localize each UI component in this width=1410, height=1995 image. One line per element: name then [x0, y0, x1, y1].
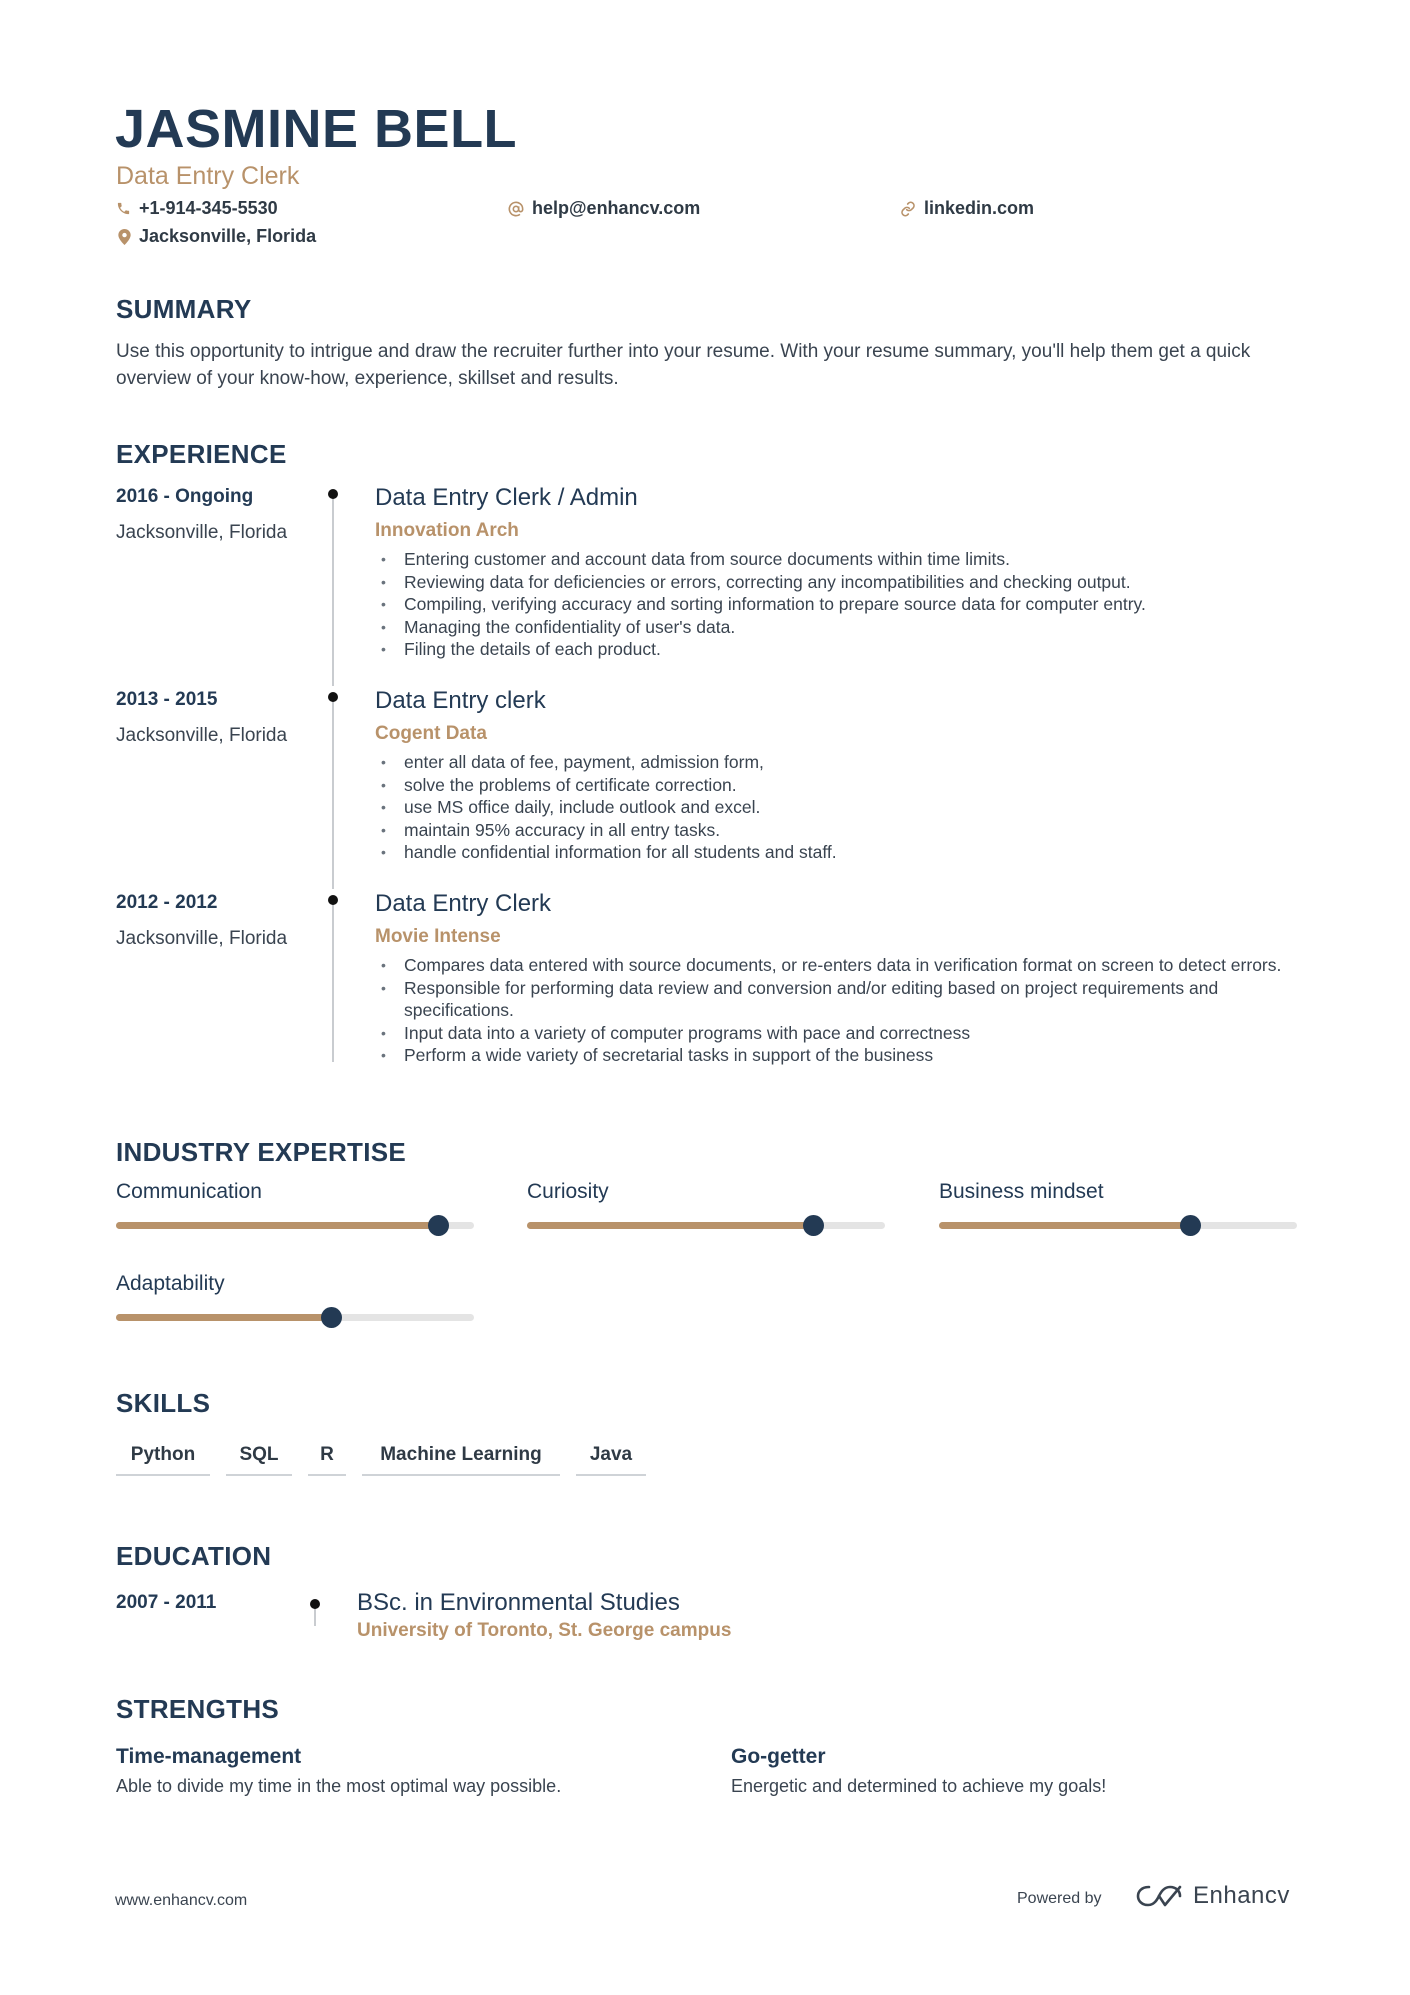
- experience-bullets: [375, 548, 1295, 661]
- experience-role: Data Entry Clerk: [375, 890, 552, 917]
- powered-by-label: Powered by: [1017, 1890, 1102, 1907]
- strength-description: Energetic and determined to achieve my goals!: [731, 1776, 1107, 1796]
- expertise-label: Communication: [116, 1180, 262, 1203]
- expertise-bar-fill: [116, 1314, 331, 1321]
- footer-url[interactable]: www.enhancv.com: [115, 1892, 248, 1909]
- skill-tag: R: [308, 1438, 346, 1476]
- experience-location: Jacksonville, Florida: [116, 522, 288, 543]
- summary-heading: SUMMARY: [116, 294, 252, 324]
- education-dates: 2007 - 2011: [116, 1592, 217, 1613]
- expertise-label: Business mindset: [939, 1180, 1104, 1203]
- bullet-item: • Compares data entered with source documents, or re-enters data in verification format on screen to detect errors.: [375, 954, 1295, 977]
- bullet-item: • Perform a wide variety of secretarial tasks in support of the business: [375, 1044, 1295, 1067]
- expertise-bar-fill: [116, 1222, 438, 1229]
- experience-heading: EXPERIENCE: [116, 439, 287, 469]
- bullet-item: • Responsible for performing data review and conversion and/or editing based on project requirements and specifications.: [375, 977, 1295, 1022]
- contact-location: [118, 226, 316, 247]
- expertise-bar: [116, 1314, 474, 1321]
- contact-phone[interactable]: [116, 198, 278, 219]
- strength-title: Go-getter: [731, 1745, 826, 1768]
- education-school: University of Toronto, St. George campus: [357, 1620, 732, 1641]
- bullet-item: • Input data into a variety of computer programs with pace and correctness: [375, 1022, 1295, 1045]
- timeline-line: [332, 900, 334, 1062]
- timeline-dot: [328, 489, 338, 499]
- expertise-heading: INDUSTRY EXPERTISE: [116, 1137, 407, 1167]
- skills-heading: SKILLS: [116, 1388, 211, 1418]
- enhancv-logo[interactable]: [1135, 1882, 1290, 1910]
- experience-company: Movie Intense: [375, 926, 501, 947]
- experience-bullets: [375, 954, 1295, 1067]
- candidate-title: Data Entry Clerk: [116, 162, 300, 190]
- link-icon: [900, 201, 916, 217]
- skill-tag: SQL: [226, 1438, 292, 1476]
- skill-tag: Python: [116, 1438, 210, 1476]
- contact-email[interactable]: [508, 198, 700, 219]
- contact-linkedin[interactable]: [900, 198, 1034, 219]
- timeline-dot: [328, 692, 338, 702]
- expertise-bar: [939, 1222, 1297, 1229]
- expertise-bar-fill: [939, 1222, 1190, 1229]
- expertise-label: Curiosity: [527, 1180, 609, 1203]
- expertise-bar-knob: [321, 1307, 342, 1328]
- bullet-item: • use MS office daily, include outlook and excel.: [375, 796, 1295, 819]
- timeline-line: [332, 697, 334, 889]
- expertise-label: Adaptability: [116, 1272, 225, 1295]
- location-text: Jacksonville, Florida: [139, 226, 317, 246]
- expertise-bar: [116, 1222, 474, 1229]
- education-degree: BSc. in Environmental Studies: [357, 1589, 680, 1616]
- strength-title: Time-management: [116, 1745, 302, 1768]
- experience-dates: 2012 - 2012: [116, 892, 218, 913]
- expertise-bar-knob: [428, 1215, 449, 1236]
- timeline-dot: [310, 1599, 320, 1609]
- experience-company: Cogent Data: [375, 723, 487, 744]
- bullet-item: • Entering customer and account data from source documents within time limits.: [375, 548, 1295, 571]
- timeline-line: [332, 494, 334, 686]
- strength-description: Able to divide my time in the most optimal way possible.: [116, 1776, 562, 1796]
- expertise-bar: [527, 1222, 885, 1229]
- experience-dates: 2013 - 2015: [116, 689, 218, 710]
- experience-role: Data Entry clerk: [375, 687, 546, 714]
- email-text: help@enhancv.com: [532, 198, 701, 218]
- phone-text: +1-914-345-5530: [139, 198, 278, 218]
- experience-dates: 2016 - Ongoing: [116, 486, 254, 507]
- experience-location: Jacksonville, Florida: [116, 928, 288, 949]
- skill-tag: Java: [576, 1438, 646, 1476]
- bullet-item: • solve the problems of certificate correction.: [375, 774, 1295, 797]
- enhancv-logo-icon: [1135, 1883, 1183, 1909]
- phone-icon: [116, 201, 131, 216]
- enhancv-brand-name: Enhancv: [1193, 1882, 1290, 1909]
- bullet-item: • maintain 95% accuracy in all entry tasks.: [375, 819, 1295, 842]
- experience-company: Innovation Arch: [375, 520, 519, 541]
- bullet-item: • enter all data of fee, payment, admission form,: [375, 751, 1295, 774]
- timeline-dot: [328, 895, 338, 905]
- linkedin-text: linkedin.com: [924, 198, 1035, 218]
- strengths-heading: STRENGTHS: [116, 1694, 280, 1724]
- bullet-item: • Reviewing data for deficiencies or errors, correcting any incompatibilities and checking output.: [375, 571, 1295, 594]
- expertise-bar-fill: [527, 1222, 813, 1229]
- expertise-bar-knob: [1180, 1215, 1201, 1236]
- bullet-item: • handle confidential information for all students and staff.: [375, 841, 1295, 864]
- experience-location: Jacksonville, Florida: [116, 725, 288, 746]
- summary-text: Use this opportunity to intrigue and draw the recruiter further into your resume. With your resume summary, you'll help them get a quick overview of your know-how, experience, skillset and results.: [116, 341, 1251, 389]
- at-sign-icon: [508, 201, 524, 217]
- education-heading: EDUCATION: [116, 1541, 272, 1571]
- skill-tag: Machine Learning: [362, 1438, 560, 1476]
- bullet-item: • Managing the confidentiality of user's data.: [375, 616, 1295, 639]
- candidate-name: JASMINE BELL: [115, 99, 518, 159]
- experience-role: Data Entry Clerk / Admin: [375, 484, 638, 511]
- location-pin-icon: [118, 229, 131, 245]
- bullet-item: • Compiling, verifying accuracy and sorting information to prepare source data for computer entry.: [375, 593, 1295, 616]
- bullet-item: • Filing the details of each product.: [375, 638, 1295, 661]
- expertise-bar-knob: [803, 1215, 824, 1236]
- experience-bullets: [375, 751, 1295, 864]
